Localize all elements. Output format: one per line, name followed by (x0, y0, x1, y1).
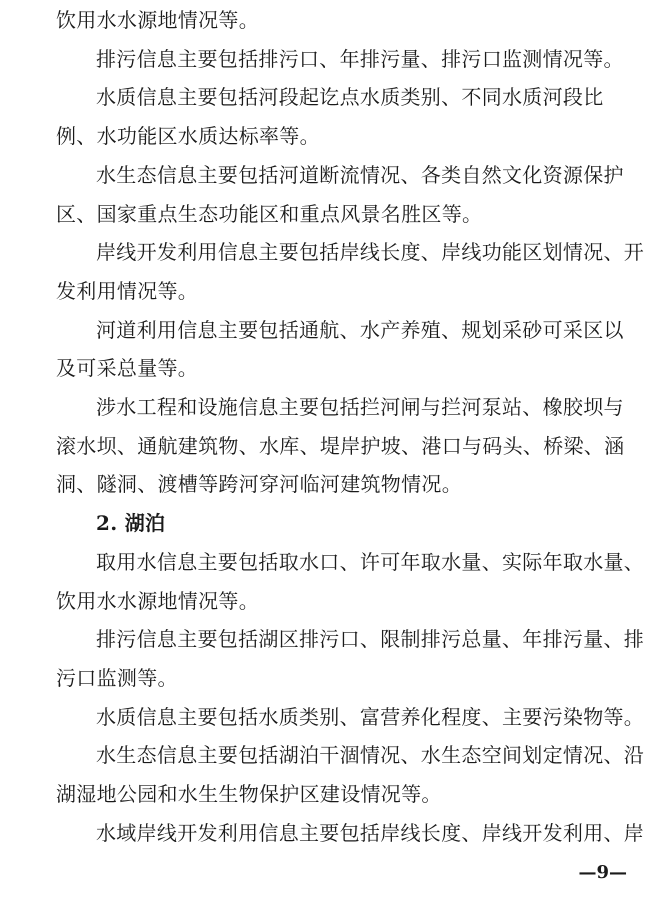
text-line: 水生态信息主要包括河道断流情况、各类自然文化资源保护 (96, 162, 624, 187)
text-line: 河道利用信息主要包括通航、水产养殖、规划采砂可采区以 (96, 317, 624, 342)
text-line: 排污信息主要包括湖区排污口、限制排污总量、年排污量、排 (96, 627, 645, 652)
text-line: 洞、隧洞、渡槽等跨河穿河临河建筑物情况。 (56, 472, 462, 497)
text-line: 区、国家重点生态功能区和重点风景名胜区等。 (56, 201, 483, 226)
text-line: 水质信息主要包括河段起讫点水质类别、不同水质河段比 (96, 85, 604, 110)
text-line: 滚水坝、通航建筑物、水库、堤岸护坡、港口与码头、桥梁、涵 (56, 433, 625, 458)
section-heading: 2. 湖泊 (96, 511, 166, 536)
text-line: 例、水功能区水质达标率等。 (56, 124, 320, 149)
text-line: 湖湿地公园和水生生物保护区建设情况等。 (56, 782, 442, 806)
text-line: 污口监测等。 (56, 665, 178, 690)
text-line: 排污信息主要包括排污口、年排污量、排污口监测情况等。 (96, 46, 624, 71)
text-line: 饮用水水源地情况等。 (56, 588, 259, 613)
text-line: 及可采总量等。 (56, 356, 199, 381)
text-line: 水质信息主要包括水质类别、富营养化程度、主要污染物等。 (96, 704, 645, 729)
text-line: 取用水信息主要包括取水口、许可年取水量、实际年取水量、 (96, 549, 645, 574)
text-line: 岸线开发利用信息主要包括岸线长度、岸线功能区划情况、开 (96, 240, 645, 265)
text-line: 水生态信息主要包括湖泊干涸情况、水生态空间划定情况、沿 (96, 743, 645, 768)
page-number: —9— (578, 862, 627, 883)
text-line: 水域岸线开发利用信息主要包括岸线长度、岸线开发利用、岸 (96, 820, 645, 845)
text-line: 发利用情况等。 (56, 278, 199, 303)
text-line: 饮用水水源地情况等。 (56, 8, 259, 32)
text-line: 涉水工程和设施信息主要包括拦河闸与拦河泵站、橡胶坝与 (96, 395, 624, 419)
